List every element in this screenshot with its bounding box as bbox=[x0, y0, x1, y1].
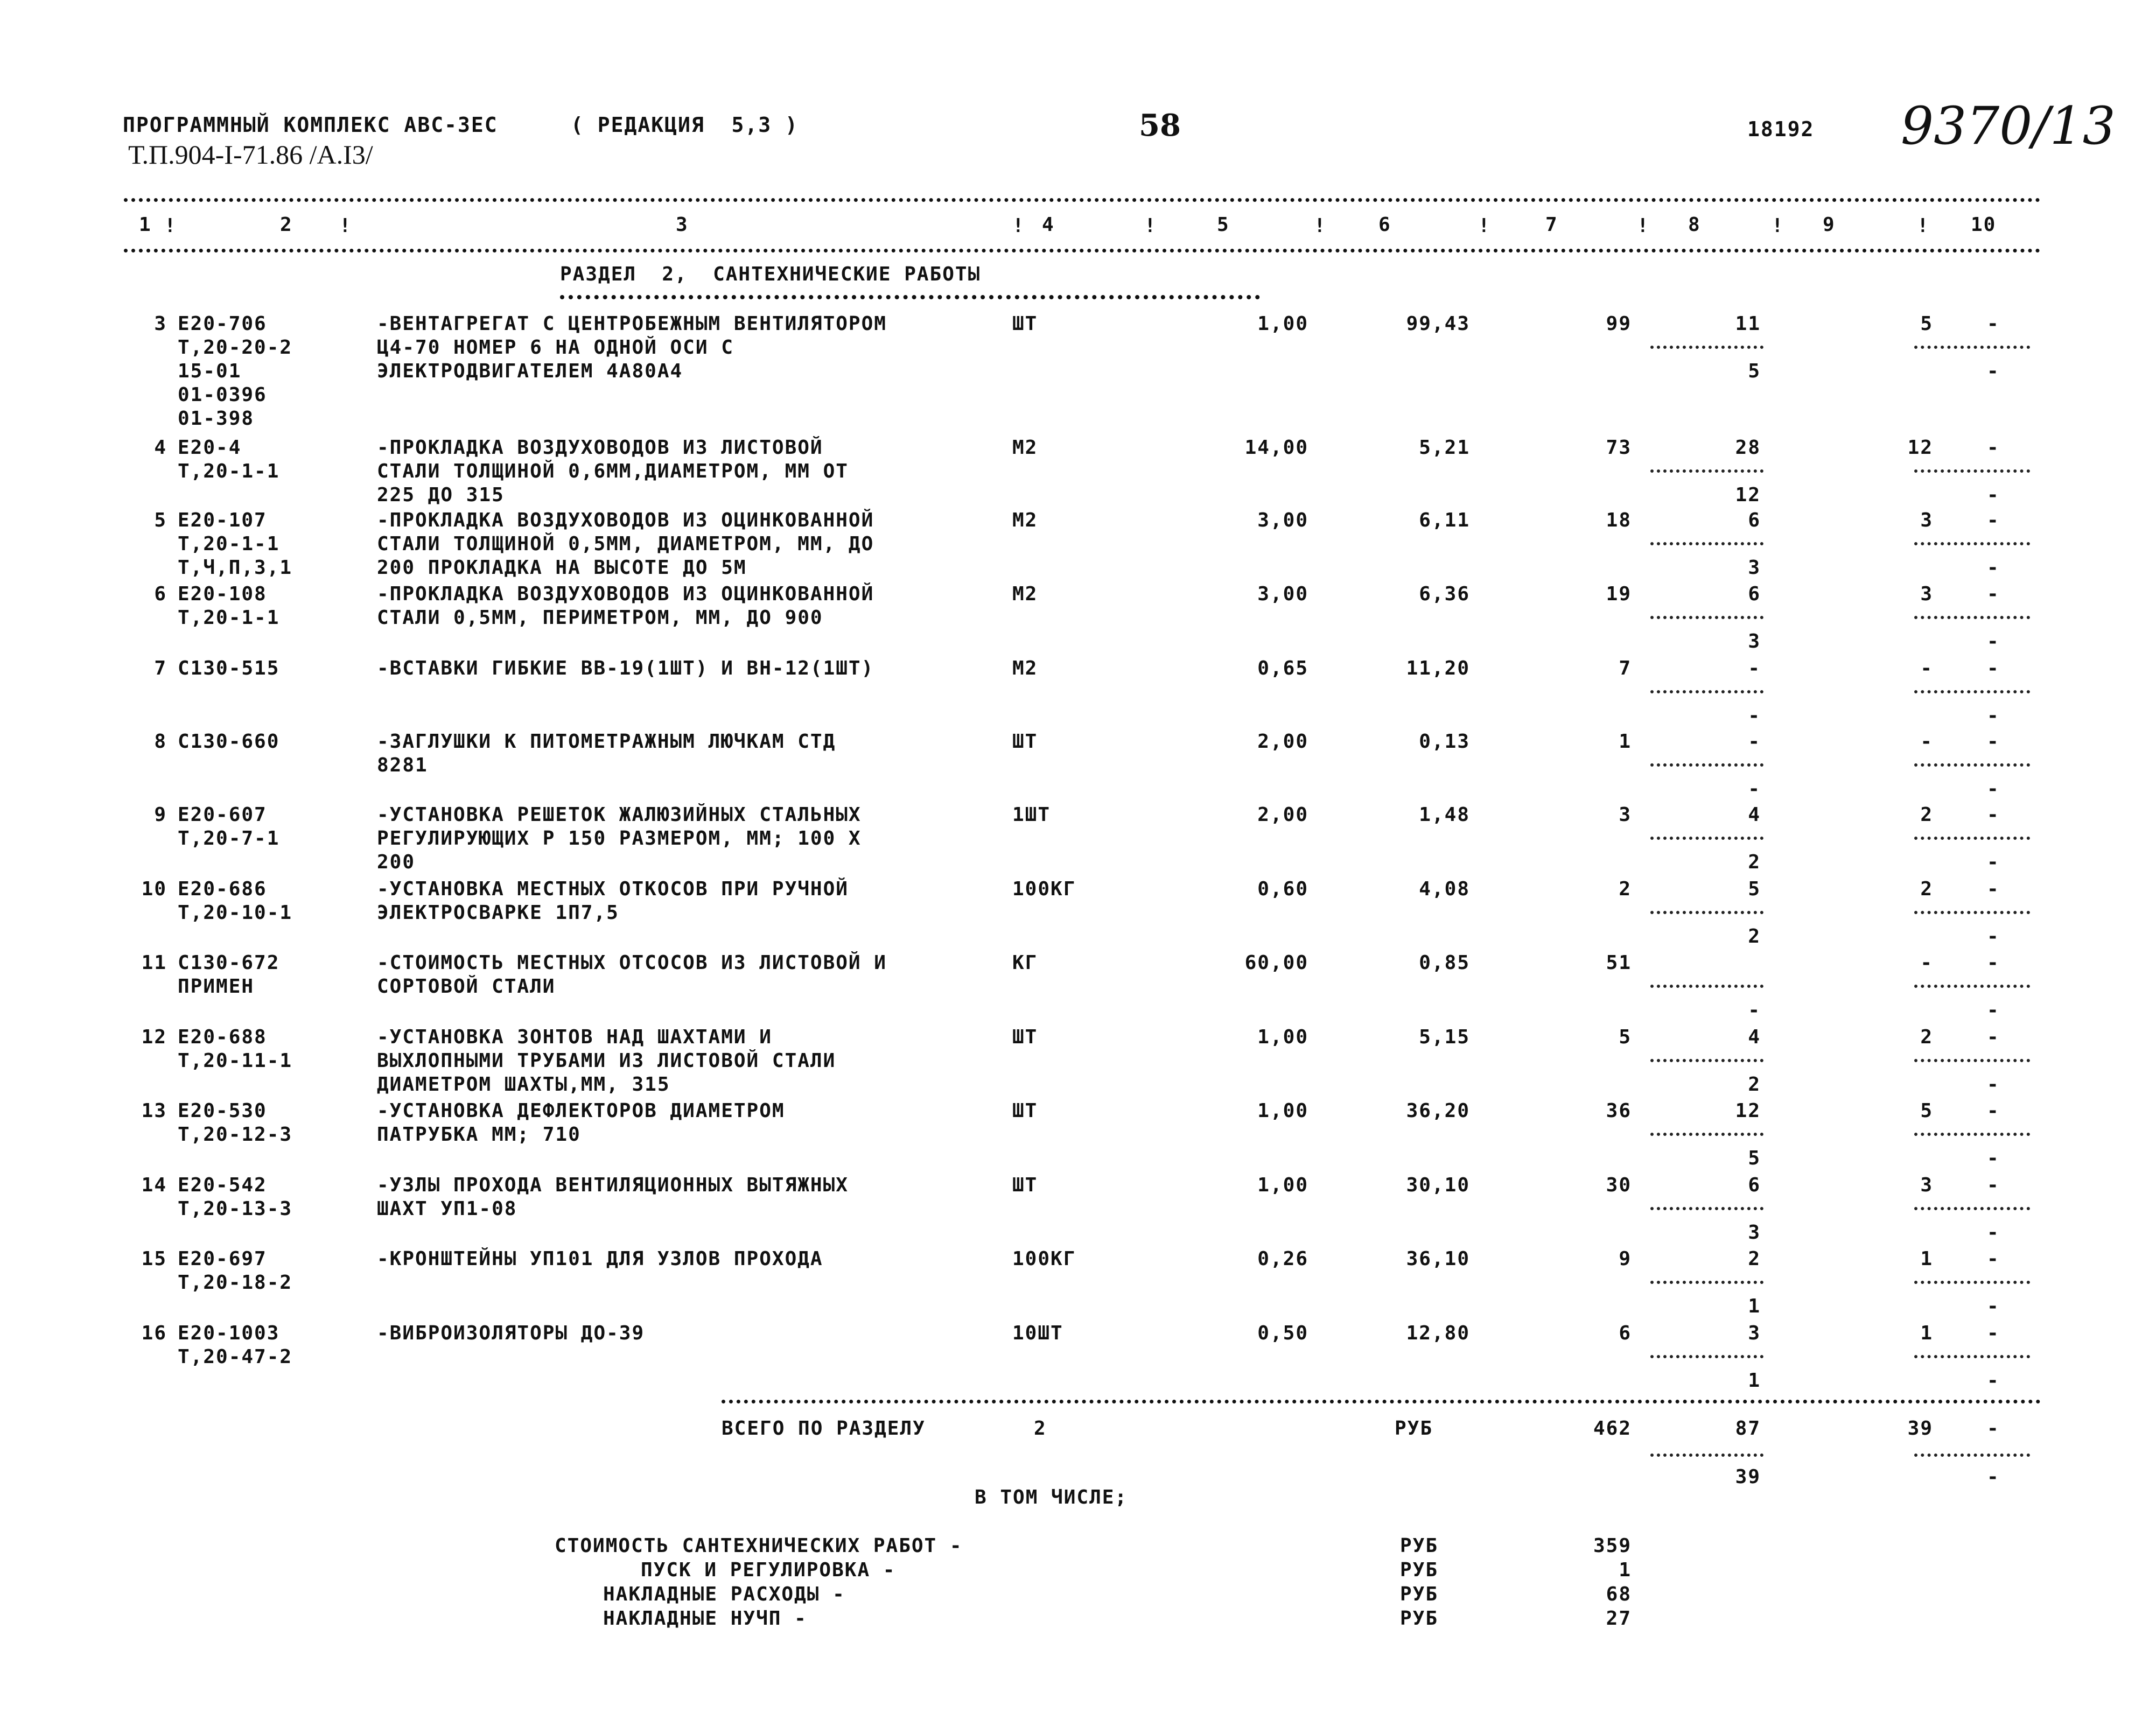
handwritten-archive-number: 9370/13 bbox=[1901, 96, 2116, 156]
row-total: 1 bbox=[1619, 731, 1632, 753]
column-separator: ! bbox=[164, 215, 177, 237]
row-description-line: -ПРОКЛАДКА ВОЗДУХОВОДОВ ИЗ ЛИСТОВОЙ bbox=[377, 437, 823, 459]
column-header-5: 5 bbox=[1217, 214, 1230, 236]
row-col10-divider bbox=[1914, 542, 2030, 545]
row-unit: 100КГ bbox=[1012, 1248, 1076, 1270]
row-unit: М2 bbox=[1012, 657, 1038, 679]
row-code-line: Т,20-7-1 bbox=[178, 827, 280, 850]
row-col8-bottom: 3 bbox=[1748, 630, 1761, 652]
column-header-rule bbox=[124, 249, 2041, 252]
row-unit: ШТ bbox=[1012, 1174, 1038, 1196]
row-total: 6 bbox=[1619, 1322, 1632, 1344]
row-total: 30 bbox=[1606, 1174, 1632, 1196]
row-col8-bottom: 2 bbox=[1748, 925, 1761, 947]
totals-col10-top: - bbox=[1987, 1417, 2000, 1440]
row-quantity: 1,00 bbox=[1257, 313, 1308, 335]
row-description-line: -УСТАНОВКА РЕШЕТОК ЖАЛЮЗИЙНЫХ СТАЛЬНЫХ bbox=[377, 804, 862, 826]
row-quantity: 1,00 bbox=[1257, 1174, 1308, 1196]
column-separator: ! bbox=[1012, 215, 1025, 237]
column-separator: ! bbox=[1772, 215, 1784, 237]
row-quantity: 2,00 bbox=[1257, 804, 1308, 826]
row-col10-bottom: - bbox=[1987, 925, 2000, 947]
row-code-line: Е20-697 bbox=[178, 1248, 267, 1270]
row-quantity: 14,00 bbox=[1244, 437, 1308, 459]
row-col8-bottom: - bbox=[1748, 999, 1761, 1021]
totals-label: ВСЕГО ПО РАЗДЕЛУ bbox=[722, 1417, 926, 1440]
row-col8-top: 3 bbox=[1748, 1322, 1761, 1344]
row-number: 16 bbox=[141, 1322, 167, 1344]
row-col10-bottom: - bbox=[1987, 1147, 2000, 1169]
row-unit-price: 0,13 bbox=[1419, 731, 1470, 753]
row-col10-bottom: - bbox=[1987, 1295, 2000, 1317]
totals-col8-bottom: 39 bbox=[1735, 1466, 1761, 1488]
row-col10-divider bbox=[1914, 763, 2030, 767]
row-description-line: -ВИБРОИЗОЛЯТОРЫ ДО-39 bbox=[377, 1322, 645, 1344]
row-col10-divider bbox=[1914, 1207, 2030, 1210]
row-col10-bottom: - bbox=[1987, 999, 2000, 1021]
row-total: 99 bbox=[1606, 313, 1632, 335]
row-col10-divider bbox=[1914, 837, 2030, 840]
row-unit: 1ШТ bbox=[1012, 804, 1051, 826]
row-col8-bottom: 3 bbox=[1748, 1221, 1761, 1244]
column-separator: ! bbox=[1314, 215, 1327, 237]
row-code-line: Т,20-1-1 bbox=[178, 460, 280, 482]
totals-section-number: 2 bbox=[1034, 1417, 1047, 1440]
row-col10-top: - bbox=[1987, 878, 2000, 900]
row-col8-divider bbox=[1650, 346, 1763, 349]
row-unit-price: 30,10 bbox=[1406, 1174, 1470, 1196]
column-header-2: 2 bbox=[280, 214, 293, 236]
row-description-line: РЕГУЛИРУЮЩИХ Р 150 РАЗМЕРОМ, ММ; 100 Х bbox=[377, 827, 862, 850]
row-col8-divider bbox=[1650, 1059, 1763, 1062]
row-quantity: 1,00 bbox=[1257, 1026, 1308, 1048]
row-description-line: -ЗАГЛУШКИ К ПИТОМЕТРАЖНЫМ ЛЮЧКАМ СТД bbox=[377, 731, 836, 753]
row-code-line: Т,20-12-3 bbox=[178, 1124, 293, 1146]
row-col9: 2 bbox=[1920, 1026, 1933, 1048]
row-unit-price: 1,48 bbox=[1419, 804, 1470, 826]
row-code-line: Т,20-18-2 bbox=[178, 1272, 293, 1294]
row-code-line: Е20-542 bbox=[178, 1174, 267, 1196]
row-col10-bottom: - bbox=[1987, 1073, 2000, 1096]
row-col8-top: 6 bbox=[1748, 509, 1761, 531]
row-description-line: -УСТАНОВКА ДЕФЛЕКТОРОВ ДИАМЕТРОМ bbox=[377, 1100, 785, 1122]
row-col8-top: 11 bbox=[1735, 313, 1761, 335]
row-code-line: Т,20-20-2 bbox=[178, 336, 293, 359]
row-quantity: 3,00 bbox=[1257, 583, 1308, 605]
row-unit-price: 36,20 bbox=[1406, 1100, 1470, 1122]
row-unit: ШТ bbox=[1012, 731, 1038, 753]
row-description-line: СОРТОВОЙ СТАЛИ bbox=[377, 975, 556, 998]
row-total: 73 bbox=[1606, 437, 1632, 459]
row-description-line: ЭЛЕКТРОДВИГАТЕЛЕМ 4А80А4 bbox=[377, 360, 683, 382]
row-unit: М2 bbox=[1012, 509, 1038, 531]
totals-total: 462 bbox=[1593, 1417, 1632, 1440]
table-top-rule bbox=[124, 198, 2041, 202]
row-code-line: Е20-530 bbox=[178, 1100, 267, 1122]
page-number: 58 bbox=[1139, 108, 1181, 143]
row-col10-divider bbox=[1914, 1133, 2030, 1136]
row-code-line: Е20-4 bbox=[178, 437, 242, 459]
row-total: 9 bbox=[1619, 1248, 1632, 1270]
row-col10-top: - bbox=[1987, 1026, 2000, 1048]
row-code-line: Т,20-1-1 bbox=[178, 533, 280, 555]
row-number: 9 bbox=[154, 804, 167, 826]
row-unit-price: 5,21 bbox=[1419, 437, 1470, 459]
row-description-line: 8281 bbox=[377, 754, 428, 776]
row-code-line: Е20-706 bbox=[178, 313, 267, 335]
column-header-6: 6 bbox=[1378, 214, 1391, 236]
breakdown-unit: РУБ bbox=[1400, 1607, 1439, 1630]
row-unit: ШТ bbox=[1012, 1026, 1038, 1048]
row-quantity: 1,00 bbox=[1257, 1100, 1308, 1122]
row-code-line: Е20-107 bbox=[178, 509, 267, 531]
row-total: 18 bbox=[1606, 509, 1632, 531]
row-col8-divider bbox=[1650, 837, 1763, 840]
row-col9: 5 bbox=[1920, 1100, 1933, 1122]
row-col9: 12 bbox=[1907, 437, 1933, 459]
row-col10-top: - bbox=[1987, 1100, 2000, 1122]
row-col10-top: - bbox=[1987, 952, 2000, 974]
row-unit-price: 0,85 bbox=[1419, 952, 1470, 974]
row-code-line: 15-01 bbox=[178, 360, 242, 382]
row-unit-price: 36,10 bbox=[1406, 1248, 1470, 1270]
row-description-line: -ВСТАВКИ ГИБКИЕ ВВ-19(1ШТ) И ВН-12(1ШТ) bbox=[377, 657, 874, 679]
row-description-line: 200 bbox=[377, 851, 416, 873]
row-number: 6 bbox=[154, 583, 167, 605]
row-col8-divider bbox=[1650, 911, 1763, 914]
row-col10-bottom: - bbox=[1987, 1370, 2000, 1392]
totals-col9: 39 bbox=[1907, 1417, 1933, 1440]
row-col8-bottom: 5 bbox=[1748, 360, 1761, 382]
row-col10-bottom: - bbox=[1987, 630, 2000, 652]
row-quantity: 3,00 bbox=[1257, 509, 1308, 531]
breakdown-unit: РУБ bbox=[1400, 1559, 1439, 1581]
column-header-10: 10 bbox=[1971, 214, 1997, 236]
row-col8-divider bbox=[1650, 690, 1763, 693]
row-col8-divider bbox=[1650, 763, 1763, 767]
row-col8-top: 6 bbox=[1748, 1174, 1761, 1196]
row-code-line: Т,20-11-1 bbox=[178, 1050, 293, 1072]
row-unit-price: 99,43 bbox=[1406, 313, 1470, 335]
column-separator: ! bbox=[1478, 215, 1491, 237]
row-number: 4 bbox=[154, 437, 167, 459]
row-col10-top: - bbox=[1987, 1248, 2000, 1270]
row-code-line: 01-0396 bbox=[178, 384, 267, 406]
row-description-line: -УСТАНОВКА ЗОНТОВ НАД ШАХТАМИ И bbox=[377, 1026, 772, 1048]
row-number: 15 bbox=[141, 1248, 167, 1270]
row-col9: - bbox=[1920, 731, 1933, 753]
row-description-line: -УЗЛЫ ПРОХОДА ВЕНТИЛЯЦИОННЫХ ВЫТЯЖНЫХ bbox=[377, 1174, 849, 1196]
row-total: 5 bbox=[1619, 1026, 1632, 1048]
row-col9: - bbox=[1920, 657, 1933, 679]
row-col9: 2 bbox=[1920, 804, 1933, 826]
row-quantity: 0,26 bbox=[1257, 1248, 1308, 1270]
row-quantity: 0,50 bbox=[1257, 1322, 1308, 1344]
row-code-line: ПРИМЕН bbox=[178, 975, 255, 998]
row-unit: 10ШТ bbox=[1012, 1322, 1063, 1344]
row-description-line: СТАЛИ ТОЛЩИНОЙ 0,6ММ,ДИАМЕТРОМ, ММ ОТ bbox=[377, 460, 849, 482]
breakdown-label: НАКЛАДНЫЕ НУЧП - bbox=[603, 1607, 807, 1630]
row-description-line: -УСТАНОВКА МЕСТНЫХ ОТКОСОВ ПРИ РУЧНОЙ bbox=[377, 878, 849, 900]
row-col8-bottom: 5 bbox=[1748, 1147, 1761, 1169]
row-description-line: -КРОНШТЕЙНЫ УП101 ДЛЯ УЗЛОВ ПРОХОДА bbox=[377, 1248, 823, 1270]
column-separator: ! bbox=[1637, 215, 1650, 237]
column-header-7: 7 bbox=[1545, 214, 1558, 236]
row-col8-top: 4 bbox=[1748, 804, 1761, 826]
breakdown-label: СТОИМОСТЬ САНТЕХНИЧЕСКИХ РАБОТ - bbox=[555, 1535, 963, 1557]
breakdown-unit: РУБ bbox=[1400, 1583, 1439, 1605]
row-col9: 1 bbox=[1920, 1248, 1933, 1270]
row-col8-top: 5 bbox=[1748, 878, 1761, 900]
row-quantity: 0,60 bbox=[1257, 878, 1308, 900]
row-unit: ШТ bbox=[1012, 313, 1038, 335]
row-col10-top: - bbox=[1987, 804, 2000, 826]
row-number: 3 bbox=[154, 313, 167, 335]
row-number: 11 bbox=[141, 952, 167, 974]
row-code-line: Т,20-47-2 bbox=[178, 1346, 293, 1368]
row-col10-top: - bbox=[1987, 1322, 2000, 1344]
row-col8-top: - bbox=[1748, 657, 1761, 679]
row-code-line: Е20-108 bbox=[178, 583, 267, 605]
row-code-line: Е20-686 bbox=[178, 878, 267, 900]
row-col9: 3 bbox=[1920, 1174, 1933, 1196]
breakdown-value: 68 bbox=[1606, 1583, 1632, 1605]
row-col10-divider bbox=[1914, 469, 2030, 473]
row-col10-top: - bbox=[1987, 731, 2000, 753]
totals-col8-divider bbox=[1650, 1454, 1763, 1457]
row-col8-divider bbox=[1650, 1281, 1763, 1284]
breakdown-value: 27 bbox=[1606, 1607, 1632, 1630]
breakdown-value: 1 bbox=[1619, 1559, 1632, 1581]
row-col8-bottom: 1 bbox=[1748, 1295, 1761, 1317]
row-col8-divider bbox=[1650, 469, 1763, 473]
row-description-line: 200 ПРОКЛАДКА НА ВЫСОТЕ ДО 5М bbox=[377, 557, 747, 579]
column-header-4: 4 bbox=[1042, 214, 1055, 236]
row-code-line: Т,Ч,П,3,1 bbox=[178, 557, 293, 579]
row-code-line: Е20-688 bbox=[178, 1026, 267, 1048]
row-quantity: 2,00 bbox=[1257, 731, 1308, 753]
row-col10-top: - bbox=[1987, 1174, 2000, 1196]
row-unit: М2 bbox=[1012, 437, 1038, 459]
breakdown-label: НАКЛАДНЫЕ РАСХОДЫ - bbox=[603, 1583, 845, 1605]
breakdown-label: ПУСК И РЕГУЛИРОВКА - bbox=[641, 1559, 896, 1581]
row-unit-price: 4,08 bbox=[1419, 878, 1470, 900]
row-col8-divider bbox=[1650, 542, 1763, 545]
row-total: 51 bbox=[1606, 952, 1632, 974]
row-total: 19 bbox=[1606, 583, 1632, 605]
totals-col10-bottom: - bbox=[1987, 1466, 2000, 1488]
row-unit: ШТ bbox=[1012, 1100, 1038, 1122]
row-col10-bottom: - bbox=[1987, 360, 2000, 382]
program-title: ПРОГРАММНЫЙ КОМПЛЕКС АВС-ЗЕС bbox=[123, 113, 498, 137]
row-col8-top: 2 bbox=[1748, 1248, 1761, 1270]
row-col10-bottom: - bbox=[1987, 778, 2000, 800]
row-number: 8 bbox=[154, 731, 167, 753]
row-code-line: С130-672 bbox=[178, 952, 280, 974]
row-code-line: С130-515 bbox=[178, 657, 280, 679]
row-number: 14 bbox=[141, 1174, 167, 1196]
section-title-underline bbox=[560, 295, 1260, 299]
column-header-8: 8 bbox=[1688, 214, 1701, 236]
row-col10-divider bbox=[1914, 911, 2030, 914]
row-col10-top: - bbox=[1987, 583, 2000, 605]
column-header-1: 1 bbox=[139, 214, 152, 236]
row-code-line: 01-398 bbox=[178, 408, 255, 430]
row-total: 7 bbox=[1619, 657, 1632, 679]
row-col8-bottom: - bbox=[1748, 778, 1761, 800]
row-unit-price: 6,36 bbox=[1419, 583, 1470, 605]
row-col8-divider bbox=[1650, 616, 1763, 619]
section-title: РАЗДЕЛ 2, САНТЕХНИЧЕСКИЕ РАБОТЫ bbox=[560, 263, 981, 285]
totals-rule bbox=[722, 1400, 2041, 1403]
row-col8-divider bbox=[1650, 1355, 1763, 1358]
including-label: В ТОМ ЧИСЛЕ; bbox=[975, 1486, 1128, 1508]
row-col9: 1 bbox=[1920, 1322, 1933, 1344]
row-description-line: ВЫХЛОПНЫМИ ТРУБАМИ ИЗ ЛИСТОВОЙ СТАЛИ bbox=[377, 1050, 836, 1072]
row-description-line: СТАЛИ ТОЛЩИНОЙ 0,5ММ, ДИАМЕТРОМ, ММ, ДО bbox=[377, 533, 874, 555]
row-description-line: ЭЛЕКТРОСВАРКЕ 1П7,5 bbox=[377, 902, 619, 924]
row-total: 3 bbox=[1619, 804, 1632, 826]
row-col10-divider bbox=[1914, 1355, 2030, 1358]
row-number: 5 bbox=[154, 509, 167, 531]
row-col10-divider bbox=[1914, 690, 2030, 693]
row-unit: КГ bbox=[1012, 952, 1038, 974]
totals-col8-top: 87 bbox=[1735, 1417, 1761, 1440]
row-description-line: 225 ДО 315 bbox=[377, 484, 505, 506]
row-code-line: С130-660 bbox=[178, 731, 280, 753]
row-code-line: Е20-607 bbox=[178, 804, 267, 826]
row-total: 36 bbox=[1606, 1100, 1632, 1122]
row-code-line: Т,20-1-1 bbox=[178, 607, 280, 629]
row-col10-bottom: - bbox=[1987, 1221, 2000, 1244]
row-description-line: СТАЛИ 0,5ММ, ПЕРИМЕТРОМ, ММ, ДО 900 bbox=[377, 607, 823, 629]
row-quantity: 0,65 bbox=[1257, 657, 1308, 679]
row-unit: М2 bbox=[1012, 583, 1038, 605]
row-number: 10 bbox=[141, 878, 167, 900]
row-col9: 3 bbox=[1920, 509, 1933, 531]
row-code-line: Т,20-10-1 bbox=[178, 902, 293, 924]
edition-label: ( РЕДАКЦИЯ 5,3 ) bbox=[571, 113, 799, 137]
row-col10-bottom: - bbox=[1987, 851, 2000, 873]
row-col8-divider bbox=[1650, 985, 1763, 988]
row-col8-divider bbox=[1650, 1207, 1763, 1210]
row-col8-top: - bbox=[1748, 731, 1761, 753]
project-reference: Т.П.904-I-71.86 /А.I3/ bbox=[128, 139, 373, 170]
row-unit: 100КГ bbox=[1012, 878, 1076, 900]
row-col8-top: 4 bbox=[1748, 1026, 1761, 1048]
row-description-line: ДИАМЕТРОМ ШАХТЫ,ММ, 315 bbox=[377, 1073, 670, 1096]
row-col8-bottom: 3 bbox=[1748, 557, 1761, 579]
column-header-3: 3 bbox=[676, 214, 689, 236]
totals-col10-divider bbox=[1914, 1454, 2030, 1457]
row-col8-bottom: - bbox=[1748, 705, 1761, 727]
row-quantity: 60,00 bbox=[1244, 952, 1308, 974]
row-col10-bottom: - bbox=[1987, 484, 2000, 506]
row-col9: 3 bbox=[1920, 583, 1933, 605]
column-separator: ! bbox=[339, 215, 352, 237]
row-unit-price: 6,11 bbox=[1419, 509, 1470, 531]
row-number: 13 bbox=[141, 1100, 167, 1122]
row-col10-divider bbox=[1914, 346, 2030, 349]
row-col8-top: 28 bbox=[1735, 437, 1761, 459]
row-col10-top: - bbox=[1987, 509, 2000, 531]
breakdown-value: 359 bbox=[1593, 1535, 1632, 1557]
column-separator: ! bbox=[1144, 215, 1157, 237]
row-col10-top: - bbox=[1987, 437, 2000, 459]
row-col10-top: - bbox=[1987, 657, 2000, 679]
row-col8-bottom: 1 bbox=[1748, 1370, 1761, 1392]
row-col8-bottom: 2 bbox=[1748, 1073, 1761, 1096]
row-number: 12 bbox=[141, 1026, 167, 1048]
row-col10-top: - bbox=[1987, 313, 2000, 335]
row-description-line: -ВЕНТАГРЕГАТ С ЦЕНТРОБЕЖНЫМ ВЕНТИЛЯТОРОМ bbox=[377, 313, 887, 335]
row-unit-price: 12,80 bbox=[1406, 1322, 1470, 1344]
row-col8-top: 6 bbox=[1748, 583, 1761, 605]
row-col8-bottom: 12 bbox=[1735, 484, 1761, 506]
column-separator: ! bbox=[1917, 215, 1930, 237]
row-number: 7 bbox=[154, 657, 167, 679]
column-header-9: 9 bbox=[1823, 214, 1836, 236]
row-description-line: -ПРОКЛАДКА ВОЗДУХОВОДОВ ИЗ ОЦИНКОВАННОЙ bbox=[377, 509, 874, 531]
row-total: 2 bbox=[1619, 878, 1632, 900]
row-col10-bottom: - bbox=[1987, 705, 2000, 727]
row-col10-divider bbox=[1914, 616, 2030, 619]
row-description-line: ПАТРУБКА ММ; 710 bbox=[377, 1124, 581, 1146]
row-col9: - bbox=[1920, 952, 1933, 974]
totals-unit: РУБ bbox=[1395, 1417, 1433, 1440]
row-col8-divider bbox=[1650, 1133, 1763, 1136]
row-description-line: -СТОИМОСТЬ МЕСТНЫХ ОТСОСОВ ИЗ ЛИСТОВОЙ И bbox=[377, 952, 887, 974]
row-col10-bottom: - bbox=[1987, 557, 2000, 579]
document-code: 18192 bbox=[1747, 117, 1815, 141]
row-unit-price: 11,20 bbox=[1406, 657, 1470, 679]
row-col10-divider bbox=[1914, 1281, 2030, 1284]
row-col9: 5 bbox=[1920, 313, 1933, 335]
row-description-line: ШАХТ УП1-08 bbox=[377, 1198, 517, 1220]
row-col8-top: 12 bbox=[1735, 1100, 1761, 1122]
row-col10-divider bbox=[1914, 1059, 2030, 1062]
row-col9: 2 bbox=[1920, 878, 1933, 900]
row-description-line: -ПРОКЛАДКА ВОЗДУХОВОДОВ ИЗ ОЦИНКОВАННОЙ bbox=[377, 583, 874, 605]
row-code-line: Е20-1003 bbox=[178, 1322, 280, 1344]
row-code-line: Т,20-13-3 bbox=[178, 1198, 293, 1220]
row-col8-bottom: 2 bbox=[1748, 851, 1761, 873]
row-description-line: Ц4-70 НОМЕР 6 НА ОДНОЙ ОСИ С bbox=[377, 336, 734, 359]
row-unit-price: 5,15 bbox=[1419, 1026, 1470, 1048]
row-col10-divider bbox=[1914, 985, 2030, 988]
breakdown-unit: РУБ bbox=[1400, 1535, 1439, 1557]
